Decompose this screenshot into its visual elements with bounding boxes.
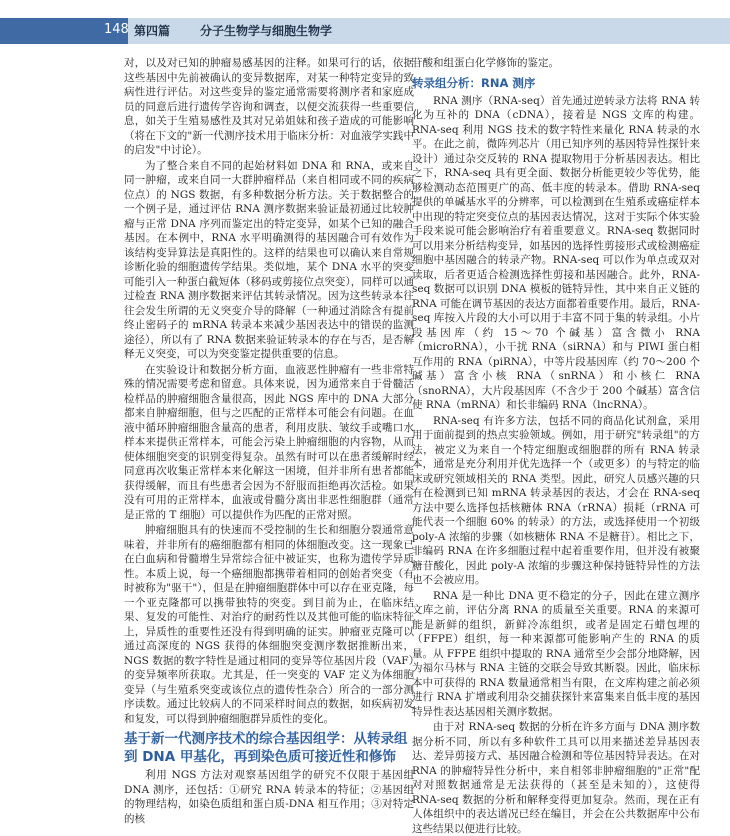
page-number: 148 [104, 22, 129, 37]
body-paragraph: 苷酸和组蛋白化学修饰的鉴定。 [412, 57, 559, 69]
body-paragraph: 对，以及对已知的肿瘤易感基因的注释。如果可行的话，依据这些基因中先前被确认的变异数据库，对某一种特定变异的致病性进行评估。对这些变异的鉴定通常需要将测序者和家庭成员的同意后进行遗传学咨询和调查，以便交流获得一些重要信息，如关于生殖易感性及其对兄弟姐妹和孩子造成的可能影响（将在下文的"新一代测序技术用于临床分析：对血液学实践中的启发"中讨论）。 [124, 57, 414, 156]
body-paragraph: 利用 NGS 方法对观察基因组学的研究不仅限于基因组 DNA 测序，还包括：①研究 RNA 转录本的特征；②基因组的物理结构，如染色质组和蛋白质-DNA 相互作用；③对特定的核 [124, 769, 414, 825]
right-column [412, 56, 700, 835]
body-paragraph: RNA 测序（RNA-seq）首先通过逆转录方法将 RNA 转化为互补的 DNA（cDNA），接着是 NGS 文库的构建。RNA-seq 利用 NGS 技术的数字特性来量化 RNA 转录的水平。在此之前，微阵列芯片（用已知序列的基因特异性探针来设计）通过杂交反转的 RNA 提取物用于分析基因表达。相比之下，RNA-seq 具有更全面、数据分析能更较少等优势，能够检测动态范围更广的高、低丰度的转录本。借助 RNA-seq 提供的单碱基水平的分辨率，可以检测到在生殖系或癌症样本中出现的特定突变位点的基因表达情况，这对于实际个体实验手段来说可能会影响治疗有着重要意义。RNA-seq 数据同时可以用来分析结构变异，如基因的选择性剪接形式或检测癌症细胞中基因融合的转录产物。RNA-seq 可以作为单点或双对读取，后者更适合检测选择性剪接和基因融合。此外，RNA-seq 数据可以识别 DNA 模板的链特异性，其中来自正义链的 RNA 可能在调节基因的表达方面都着重要作用。最后，RNA-seq 库按入片段的大小可以用于丰富不同于集的转录组。小片段基因库（约 15～70 个碱基）富含微小 RNA（microRNA），小干扰 RNA（siRNA）和与 PIWI 蛋白相互作用的 RNA（piRNA），中等片段基因库（约 70～200 个碱基）富含小核 RNA（snRNA）和小核仁 RNA（snoRNA），大片段基因库（不含少于 200 个碱基）富含信使 RNA（mRNA）和长非编码 RNA（lncRNA）。 [412, 94, 700, 411]
body-paragraph: RNA 是一种比 DNA 更不稳定的分子，因此在建立测序文库之前，评估分离 RNA 的质量至关重要。RNA 的来源可能是新鲜的组织，新鲜冷冻组织，或者是固定石蜡包埋的（FFPE）组织，每一种来源都可能影响产生的 RNA 的质量。从 FFPE 组织中提取的 RNA 通常至少会部分地降解，因为福尔马林与 RNA 主链的交联会导致其断裂。因此，临床标本中可获得的 RNA 数量通常相当有限，在文库构建之前必须进行 RNA 扩增或利用杂交捕获探针来富集来自低丰度的基因特异性表达基因相关测序数据。 [412, 589, 700, 718]
part-label: 第四篇 [134, 24, 171, 38]
body-paragraph: 由于对 RNA-seq 数据的分析在许多方面与 DNA 测序数据分析不同，所以有多种软件工具可以用来描述差异基因表达、差异剪接方式、基因融合检测和等位基因特异表达。在对 RNA 的肿瘤特异性分析中，来自相邻非肿瘤细胞的"正常"配对对照数据通常是无法获得的（甚至是未知的），这使得 RNA-seq 数据的分析和解释变得更加复杂。然而，现在正有人体组织中的表达谱况已经在编目，并会在公共数据库中公布这些结果以便进行比较。 [412, 721, 700, 835]
section-heading: 基于新一代测序技术的综合基因组学：从转录组到 DNA 甲基化，再到染色质可接近性和修饰 [124, 731, 408, 765]
body-paragraph: 为了整合来自不同的起始材料如 DNA 和 RNA，或来自同一肿瘤，或来自同一大群肿瘤样品（来自相同或不同的疾病位点）的 NGS 数据，有多种数据分析方法。关于数据整合的一个例子是，通过评估 RNA 测序数据来验证最初通过比较肿瘤与正常 DNA 序列而鉴定出的特定变异，如某个已知的融合基因。在本例中，RNA 水平明确测得的基因融合可有效作为该结构变异算法是真阳性的。这样的结果也可以确认来自常规诊断化验的细胞遗传学结果。类似地，某个 DNA 水平的突变可能引入一种蛋白截短体（移码或剪接位点突变），同样可以通过检查 RNA 测序数据来评估其转录情况。因为这些转录本往往会发生所谓的无义突变介导的降解（一种通过消除含有提前终止密码子的 mRNA 转录本来减少基因表达中的错误的监测途径），所以有了 RNA 数据来验证转录本的存在与否，是否解释无义突变，可以为突变鉴定提供重要的信息。 [124, 159, 414, 360]
page-header [0, 18, 730, 44]
subsection-heading: 转录组分析：RNA 测序 [412, 75, 536, 90]
part-title: 分子生物学与细胞生物学 [200, 24, 333, 38]
left-column [124, 56, 414, 825]
body-paragraph: 在实验设计和数据分析方面，血液恶性肿瘤有一些非常特殊的情况需要考虑和留意。具体来说，因为通常来自于骨髓活检样品的肿瘤细胞含量很高，因此 NGS 库中的 DNA 大部分都来自肿瘤细胞，但与之匹配的正常样本可能会有问题。在血液中循环肿瘤细胞含量高的患者，利用皮肤、皱纹手或嘴口水样本来提供正常样本，可能会污染上肿瘤细胞的内容物，从而使体细胞突变的识别变得复杂。虽然有时可以在患者缓解时经同意再次收集正常样本来化解这一困境，但并非所有患者都能获得缓解，而且有些患者会因为不舒服而拒绝再次活检。如果没有可用的正常样本，血液或骨髓分离出非恶性细胞群（通常是正常的 T 细胞）可以提供作为匹配的正常对照。 [124, 363, 414, 521]
body-paragraph: RNA-seq 有许多方法，包括不同的商品化试剂盒，采用用于面前提到的热点实验领域。例如，用于研究"转录组"的方法，被定义为来自一个特定细胞或细胞群的所有 RNA 转录本，通常是充分利用并优先选择一个（或更多）的与特定的临床或研究领域相关的 RNA 类型。因此，研究人员感兴趣的只有在检测到已知 mRNA 转录基因的表达，才会在 RNA-seq 方法中要么选择包括核糖体 RNA（rRNA）损耗（rRNA 可能代表一个细胞 60% 的转录）的方法，或选择使用一个初级 poly-A 浓缩的步骤（如核糖体 RNA 不是糖苷）。相比之下，非编码 RNA 在许多细胞过程中起着重要作用，但并没有被聚糖苷酸化，因此 poly-A 浓缩的步骤这种保持链特异性的方法也不会被应用。 [412, 414, 700, 586]
body-paragraph: 肿瘤细胞具有的快速而不受控制的生长和细胞分裂通常意味着，并非所有的癌细胞都有相同的体细胞改变。这一现象已在白血病和骨髓增生异常综合征中被证实，也称为遗传学异质性。本质上说，每一个癌细胞都携带着相同的创始者突变（有时被称为"驱干"），但是在肿瘤细胞群体中可以存在亚克隆，每一个亚克隆都可以携带独特的突变。到目前为止，在临床结果、复发的可能性、对治疗的耐药性以及其他可能的临床特征上，异质性的重要性还没有得到明确的证实。肿瘤亚克隆可以通过高深度的 NGS 获得的体细胞突变测序数据推断出来，NGS 数据的数字特性是通过相同的变异等位基因片段（VAF）的变异频率所获取。尤其是，任一突变的 VAF 定义为体细胞变异（与生殖系突变或该位点的遗传性杂合）所合的一部分测序读数。通过比较病人的不同采样时间点的数据，如疾病初发和复发，可以得到肿瘤细胞群异质性的变化。 [124, 524, 414, 725]
